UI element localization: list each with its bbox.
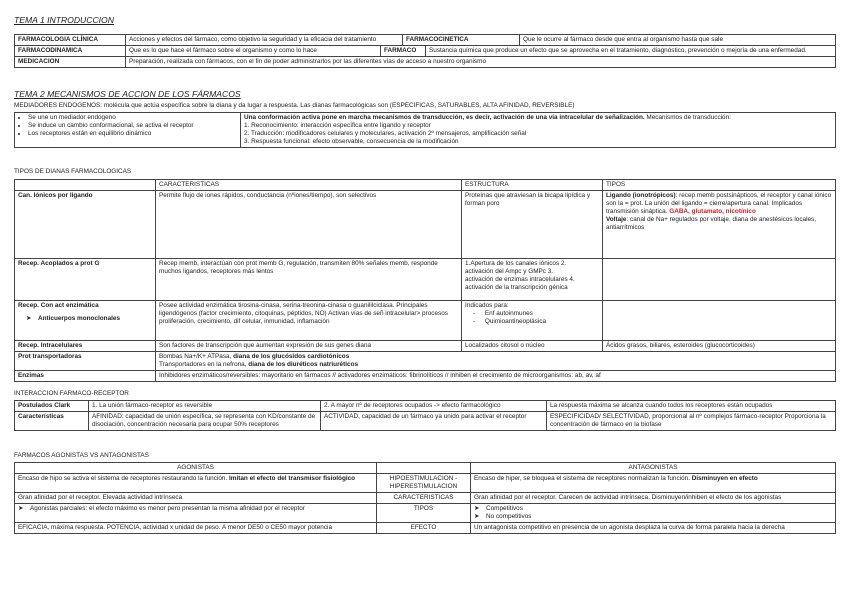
table-cell: FARMACO (381, 45, 426, 56)
row-name: Recep. Con act enzimática (18, 302, 99, 309)
list-item: activación de enzimas intracelulares 4. (465, 276, 575, 283)
tema1-section (14, 15, 836, 68)
table-cell: AFINIDAD: capacidad de unión específica, se representa con KD/constante de disociación, concentración necesaria para ocupar 50% receptores (89, 412, 321, 431)
dianas-table (14, 179, 836, 382)
tema2-section (14, 89, 836, 148)
list-item: Enf autoinmunes (484, 310, 533, 317)
table-header: ESTRUCTURA (462, 180, 603, 191)
tipo-voltaje-text: : canal de Na+ regulados por voltaje, diana de anestésicos locales, antiarrítmicos (606, 216, 817, 231)
table-row (15, 352, 836, 371)
table-row (15, 56, 836, 67)
mediadores-text: MEDIADORES ENDOGENOS: molécula que actúa específica sobre la diana y da lugar a respuesta. Las dianas farmacológicas son (ESPECIFICAS, SATURABLES, ALTA AFINIDAD, REVERSIBLE) (14, 101, 575, 109)
table-cell: Recep. Intracelulares (15, 341, 156, 352)
table-cell (471, 504, 836, 523)
table-cell: Permite flujo de iones rápidos, conductancia (nºiones/tiempo), son selectivos (156, 191, 462, 259)
table-cell: ACTIVIDAD, capacidad de un fármaco ya unido para activar el receptor (321, 412, 547, 431)
table-header (15, 180, 156, 191)
table-cell: Que es lo que hace el fármaco sobre el organismo y como lo hace (126, 45, 381, 56)
agonistas-table (14, 462, 836, 534)
table-cell: Sustancia química que produce un efecto que se aprovecha en el tratamiento, diagnóstico, prevención o mejoría de una enfermedad. (426, 45, 836, 56)
table-row (15, 504, 836, 523)
table-cell: Proteínas que atraviesan la bicapa lipídica y forman poro (462, 191, 603, 259)
table-cell (15, 112, 241, 147)
cell-text: Agonistas parciales: el efecto máximo es menor pero presentan la misma afinidad por el receptor (30, 505, 305, 512)
table-row (15, 523, 836, 534)
transduccion-bold: Una conformación activa pone en marcha mecanismos de transducción, es decir, activación de una vía intracelular de señalización. (244, 113, 645, 121)
list-item: 2. Traducción: modificadores celulares y moleculares, activación 2º mensajeros, amplificación señal (244, 129, 527, 137)
tema1-title: TEMA 1 INTRODUCCION (14, 15, 114, 25)
table-row (15, 259, 836, 301)
table-cell: EFECTO (377, 523, 471, 534)
interaccion-title: INTERACCION FARMACO-RECEPTOR (14, 390, 129, 397)
list-item: • Se une un mediador endógeno (28, 114, 237, 122)
interaccion-section (14, 390, 836, 431)
table-cell: Prot transportadoras (15, 352, 156, 371)
table-header-row (15, 180, 836, 191)
table-row (15, 191, 836, 259)
table-header: AGONISTAS (15, 463, 377, 474)
mediador-list (18, 114, 237, 138)
table-cell: 2. A mayor nº de receptores ocupados -> efecto farmacológico (321, 401, 547, 412)
table-cell (156, 352, 836, 371)
table-cell: FARMACODINAMICA (15, 45, 126, 56)
table-cell (15, 301, 156, 341)
table-cell: Son factores de transcripción que aumentan expresión de sus genes diana (156, 341, 462, 352)
list-item: Competitivos (486, 505, 523, 512)
arrow-bullet-icon: ➤ (26, 315, 32, 322)
car-bold: diana de los diuréticos natriuréticos (248, 361, 359, 368)
table-row (15, 301, 836, 341)
tema2-title: TEMA 2 MECANISMOS DE ACCION DE LOS FÁRMACOS (14, 89, 241, 99)
table-cell: Can. Iónicos por ligando (15, 191, 156, 259)
car-text: Transportadores en la nefrona, (159, 361, 249, 368)
table-cell: Acciones y efectos del fármaco, como objetivo la seguridad y la eficacia del tratamiento (126, 34, 403, 45)
table-cell: Posee actividad enzimática tirosina-cinasa, serina-treonina-cinasa o guanililciclasa. Principales ligendógenos (factor crecimiento, citoquinas, péptidos, NO) Activan vías de señ intracelular> procesos proliferación, crecimiento, dif celular, inmunidad, inflamación (156, 301, 462, 341)
list-item: activación del Ampc y GMPc 3. (465, 268, 554, 275)
table-cell: Preparación, realizada con fármacos, con el fin de poder administrarlos por las diferentes vías de acceso a nuestro organismo (126, 56, 836, 67)
cell-text: Encaso de hiper, se bloquea el sistema de receptores normalizan la función. (474, 475, 692, 482)
table-row (15, 412, 836, 431)
list-item: Quimioantineoplásica (484, 318, 547, 325)
table-cell: Postulados Clark (15, 401, 89, 412)
arrow-bullet-icon: ➤ (474, 513, 480, 520)
table-cell: Ácidos grasos, biliares, esteroides (glucocorticoides) (603, 341, 836, 352)
table-cell: FARMACOLOGIA CLÍNICA (15, 34, 126, 45)
table-cell: MEDICACION (15, 56, 126, 67)
list-item: 3. Respuesta funcional: efecto observable, consecuencia de la modificación (244, 137, 459, 145)
table-cell: ESPECIFICIDAD/ SELECTIVIDAD, proporcional al nº complejos fármaco-receptor Proporciona la concentración de fármaco en la biofase (547, 412, 836, 431)
table-cell (603, 301, 836, 341)
table-row (15, 34, 836, 45)
table-cell: FARMACOCINETICA (403, 34, 520, 45)
table-cell: CARACTERISTICAS (377, 493, 471, 504)
arrow-bullet-icon: ➤ (474, 505, 480, 512)
tema1-table (14, 34, 836, 46)
tipo-ligando-ejemplos: GABA, glutamato, nicotínico (669, 208, 756, 215)
interaccion-table (14, 400, 836, 431)
agonistas-section (14, 452, 836, 534)
table-cell: Que le ocurre al fármaco desde que entra al organismo hasta que sale (520, 34, 836, 45)
table-cell (15, 474, 377, 493)
table-header: ANTAGONISTAS (471, 463, 836, 474)
car-bold: diana de los glucósidos cardiotónicos (233, 353, 350, 360)
table-cell (241, 112, 836, 147)
table-header: CARACTERISTICAS (156, 180, 462, 191)
table-row (15, 371, 836, 382)
cell-bold: Disminuyen en efecto (691, 475, 758, 482)
tipo-voltaje-label: Voltaje (606, 216, 627, 223)
table-header-row (15, 463, 836, 474)
row-subname: Anticuerpos monoclonales (38, 315, 121, 322)
table-cell: Enzimas (15, 371, 156, 382)
table-cell (462, 259, 603, 301)
list-item: 1. Reconocimiento: interacción específica entre ligando y receptor (244, 121, 431, 129)
list-item: • Se induce un cambio conformacional, se activa el receptor (28, 122, 237, 130)
tema1-table-b (14, 45, 836, 68)
transduccion-rest: Mecanismos de transducción: (644, 113, 731, 121)
table-row (15, 112, 836, 147)
table-cell: TIPOS (377, 504, 471, 523)
table-cell (603, 259, 836, 301)
car-text: Bombas Na+/K+ ATPasa, (159, 353, 234, 360)
tipo-ligando-text: : recep memb postsinápticos, el receptor y canal iónico son la = prot. La unión del ligando = cierre/apertura canal. Implicados transmisión sináptica. (606, 192, 832, 215)
tipo-ligando-label: Ligando (ionotrópicos) (606, 192, 676, 199)
cell-text: Encaso de hipo se activa el sistema de receptores restaurando la función. (18, 475, 230, 482)
dianas-title: TIPOS DE DIANAS FARMACOLOGICAS (14, 168, 132, 175)
agonistas-title: FARMACOS AGONISTAS VS ANTAGONISTAS (14, 452, 149, 459)
list-item: 1.Apertura de los canales iónicos 2. (465, 260, 567, 267)
dianas-section (14, 168, 836, 382)
table-cell: La respuesta máxima se alcanza cuando todos los receptores están ocupados (547, 401, 836, 412)
table-cell: Localizados citosol o núcleo (462, 341, 603, 352)
tema2-table (14, 112, 836, 148)
list-item: activación de la transcripción génica (465, 284, 568, 291)
table-cell (15, 504, 377, 523)
table-row (15, 474, 836, 493)
est-title: Indicados para: (465, 302, 509, 309)
table-header: TIPOS (603, 180, 836, 191)
table-cell: Recep memb, interactúan con prot memb G, regulación, transmiten 80% señales memb, responde muchos ligandos, receptores más lentos (156, 259, 462, 301)
arrow-bullet-icon: ➤ (18, 505, 24, 512)
table-cell: Recep. Acoplados a prot G (15, 259, 156, 301)
table-cell: Indicados para: - Enf autoinmunes - Quimioantineoplásica (462, 301, 603, 341)
table-cell: 1. La unión fármaco-receptor es reversible (89, 401, 321, 412)
table-cell (471, 474, 836, 493)
table-row (15, 45, 836, 56)
table-row (15, 493, 836, 504)
table-cell (603, 191, 836, 259)
table-cell: Inhibidores enzimáticos/reversibles: mayoritario en fármacos // activadores enzimáticos: fibrinolíticos // inhiben el crecimiento de microorganismos: ab, av, af (156, 371, 836, 382)
table-cell: HIPOESTIMULACION - HIPERESTIMULACION (377, 474, 471, 493)
table-cell: Características (15, 412, 89, 431)
cell-bold: Imitan el efecto del transmisor fisiológico (229, 475, 356, 482)
table-cell: Un antagonista competitivo en presencia de un agonista desplaza la curva de forma paralela hacia la derecha (471, 523, 836, 534)
list-item: • Los receptores están en equilibrio dinámico (28, 130, 237, 138)
table-row (15, 401, 836, 412)
table-cell: Gran afinidad por el receptor. Carecen de actividad intrínseca. Disminuyen/inhiben el efecto de los agonistas (471, 493, 836, 504)
table-header (377, 463, 471, 474)
list-item: No competitivos (486, 513, 532, 520)
table-row (15, 341, 836, 352)
table-cell: EFICACIA, máxima respuesta. POTENCIA, actividad x unidad de peso. A menor DE50 o CE50 mayor potencia (15, 523, 377, 534)
table-cell: Gran afinidad por el receptor. Elevada actividad intrínseca (15, 493, 377, 504)
